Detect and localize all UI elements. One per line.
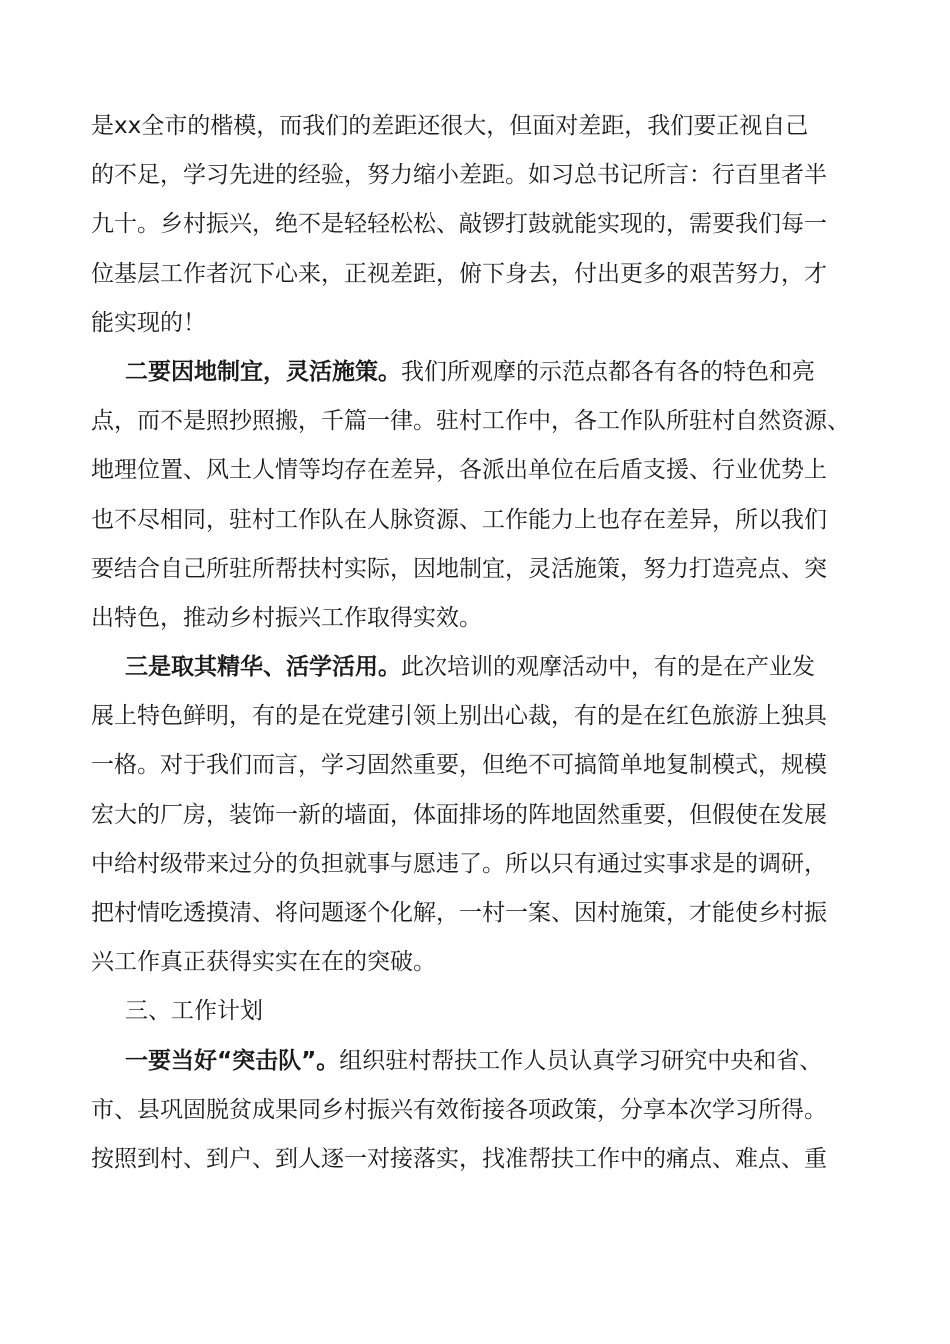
paragraph-1-line: 九十。乡村振兴，绝不是轻轻松松、敲锣打鼓就能实现的，需要我们每一: [91, 211, 827, 238]
paragraph-3-line: 展上特色鲜明，有的是在党建引领上别出心裁，有的是在红色旅游上独具: [91, 703, 827, 730]
paragraph-3-line: 兴工作真正获得实实在在的突破。: [91, 949, 436, 976]
paragraph-2-first-line: [91, 348, 863, 397]
paragraph-3-line: 一格。对于我们而言，学习固然重要，但绝不可搞简单地复制模式，规模: [91, 752, 827, 779]
paragraph-3-heading: 三是取其精华、活学活用。: [125, 654, 401, 681]
paragraph-4-line: 市、县巩固脱贫成果同乡村振兴有效衔接各项政策，分享本次学习所得。: [91, 1096, 827, 1123]
paragraph-4-line: 按照到村、到户、到人逐一对接落实，找准帮扶工作中的痛点、难点、重: [91, 1145, 827, 1172]
paragraph-3-line: 中给村级带来过分的负担就事与愿违了。所以只有通过实事求是的调研，: [91, 850, 827, 877]
paragraph-1-line: 是xx全市的楷模，而我们的差距还很大，但面对差距，我们要正视自己: [91, 113, 809, 139]
paragraph-2-line: 点，而不是照抄照搬，千篇一律。驻村工作中，各工作队所驻村自然资源、: [91, 408, 850, 435]
paragraph-2-line: 地理位置、风土人情等均存在差异，各派出单位在后盾支援、行业优势上: [91, 457, 827, 484]
paragraph-1-line: 能实现的！: [91, 309, 206, 336]
paragraph-2-text: 我们所观摩的示范点都各有各的特色和亮: [401, 358, 815, 385]
paragraph-2-line: 也不尽相同，驻村工作队在人脉资源、工作能力上也存在差异，所以我们: [91, 506, 827, 533]
paragraph-3-text: 此次培训的观摩活动中，有的是在产业发: [401, 654, 815, 681]
paragraph-2-line: 出特色，推动乡村振兴工作取得实效。: [91, 604, 482, 631]
paragraph-3-line: 把村情吃透摸清、将问题逐个化解，一村一案、因村施策，才能使乡村振: [91, 900, 827, 926]
paragraph-1-line: 的不足，学习先进的经验，努力缩小差距。如习总书记所言：行百里者半: [91, 162, 827, 189]
paragraph-2-heading: 二要因地制宜，灵活施策。: [125, 358, 401, 385]
section-heading: 三、工作计划: [125, 998, 263, 1025]
document-body: [91, 102, 863, 1184]
paragraph-3-first-line: [91, 643, 863, 692]
paragraph-4-text: 组织驻村帮扶工作人员认真学习研究中央和省、: [339, 1047, 823, 1074]
paragraph-2-line: 要结合自己所驻所帮扶村实际，因地制宜，灵活施策，努力打造亮点、突: [91, 555, 827, 582]
paragraph-1-line: 位基层工作者沉下心来，正视差距，俯下身去，付出更多的艰苦努力，才: [91, 260, 827, 287]
paragraph-4-heading: 一要当好“突击队”。: [125, 1047, 340, 1074]
paragraph-4-first-line: [91, 1037, 863, 1086]
paragraph-3-line: 宏大的厂房，装饰一新的墙面，体面排场的阵地固然重要，但假使在发展: [91, 801, 827, 828]
